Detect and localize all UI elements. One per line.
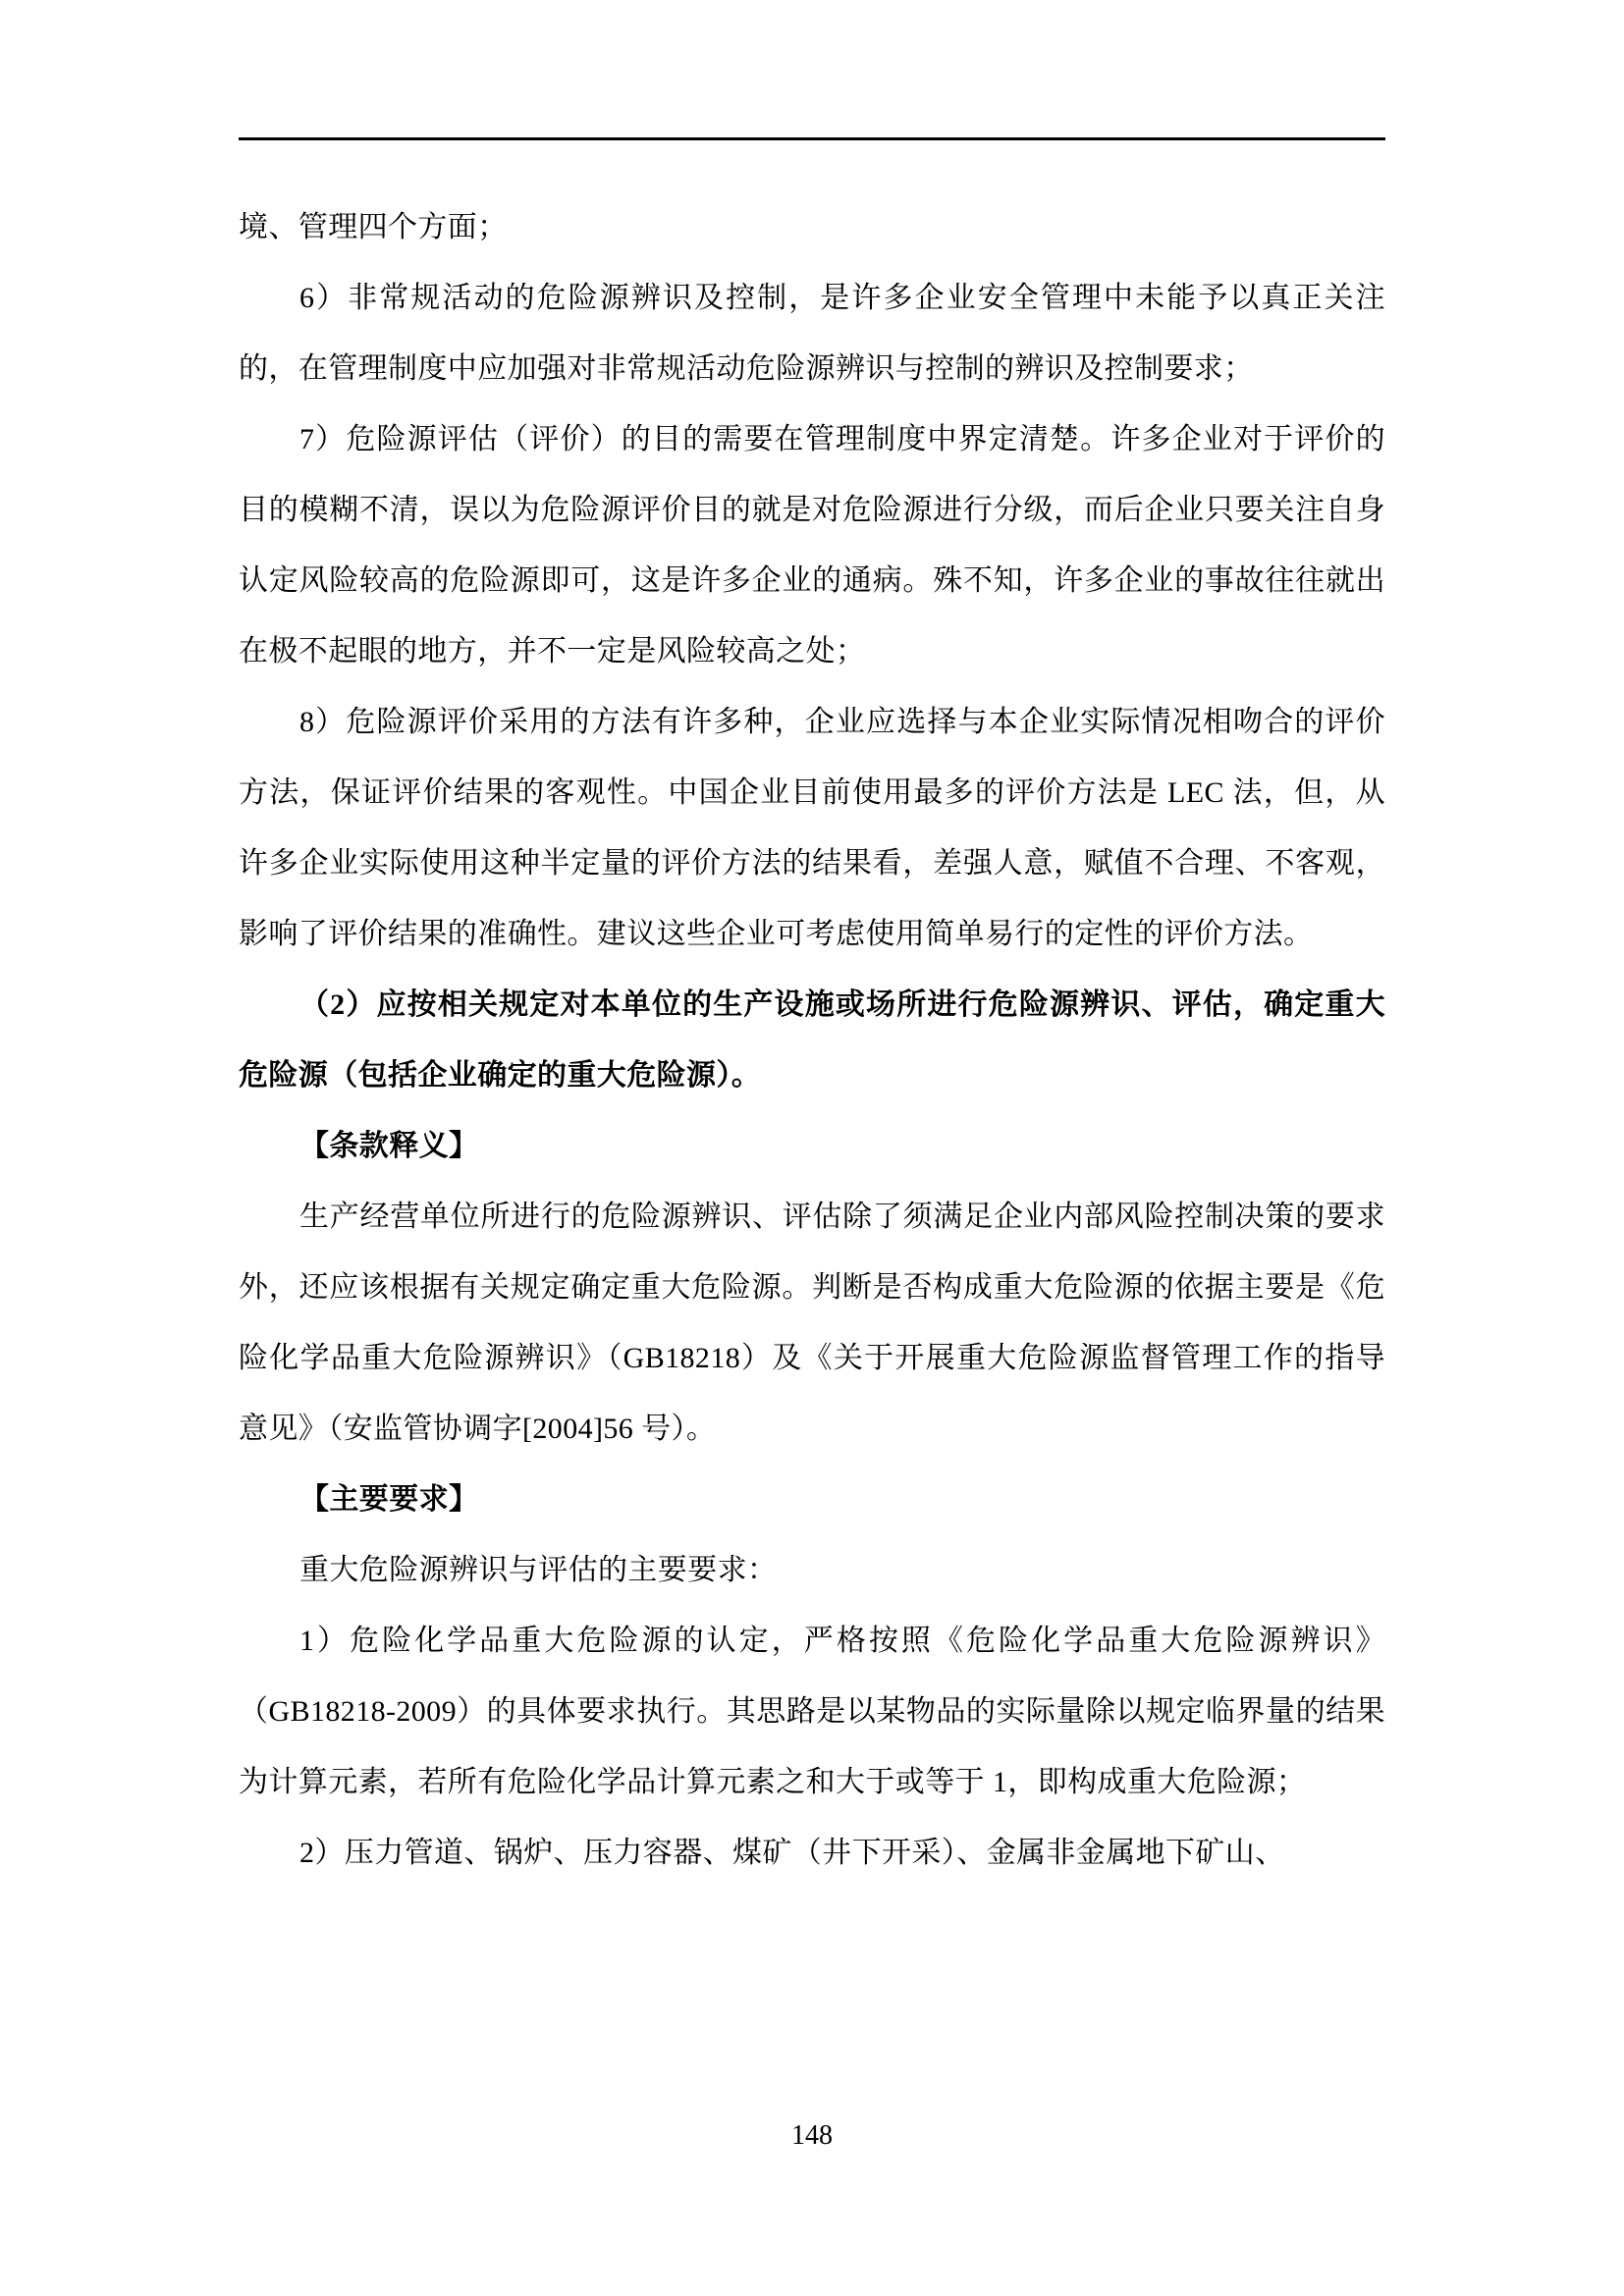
main-requirements-lead: 重大危险源辨识与评估的主要要求： — [299, 1554, 778, 1586]
clause-interpretation-body: 生产经营单位所进行的危险源辨识、评估除了须满足企业内部风险控制决策的要求外，还应该根据有关规定确定重大危险源。判断是否构成重大危险源的依据主要是《危险化学品重大危险源辨识》（GB18218）及《关于开展重大危险源监督管理工作的指导意见》（安监管协调字[2004]56 号）。 — [239, 1201, 1385, 1445]
main-requirements-heading: 【主要要求】 — [299, 1483, 479, 1516]
header-divider — [239, 137, 1385, 140]
page-content — [239, 192, 1385, 1889]
section-2-heading: （2）应按相关规定对本单位的生产设施或场所进行危险源辨识、评估，确定重大危险源（包括企业确定的重大危险源）。 — [239, 988, 1385, 1092]
requirement-item-1: 1）危险化学品重大危险源的认定，严格按照《危险化学品重大危险源辨识》（GB18218-2009）的具体要求执行。其思路是以某物品的实际量除以规定临界量的结果为计算元素，若所有危险化学品计算元素之和大于或等于 1，即构成重大危险源； — [239, 1625, 1385, 1798]
clause-interpretation-heading: 【条款释义】 — [299, 1130, 479, 1162]
requirement-item-2: 2）压力管道、锅炉、压力容器、煤矿（井下开采）、金属非金属地下矿山、 — [299, 1837, 1285, 1869]
list-item-7: 7）危险源评估（评价）的目的需要在管理制度中界定清楚。许多企业对于评价的目的模糊不清，误以为危险源评价目的就是对危险源进行分级，而后企业只要关注自身认定风险较高的危险源即可，这是许多企业的通病。殊不知，许多企业的事故往往就出在极不起眼的地方，并不一定是风险较高之处； — [239, 423, 1385, 667]
page-number: 148 — [791, 2120, 833, 2151]
list-item-6: 6）非常规活动的危险源辨识及控制，是许多企业安全管理中未能予以真正关注的，在管理制度中应加强对非常规活动危险源辨识与控制的辨识及控制要求； — [239, 282, 1385, 385]
list-item-8: 8）危险源评价采用的方法有许多种，企业应选择与本企业实际情况相吻合的评价方法，保证评价结果的客观性。中国企业目前使用最多的评价方法是 LEC 法，但，从许多企业实际使用这种半定量的评价方法的结果看，差强人意，赋值不合理、不客观，影响了评价结果的准确性。建议这些企业可考虑使用简单易行的定性的评价方法。 — [239, 706, 1385, 950]
paragraph-continuation: 境、管理四个方面； — [239, 211, 508, 243]
